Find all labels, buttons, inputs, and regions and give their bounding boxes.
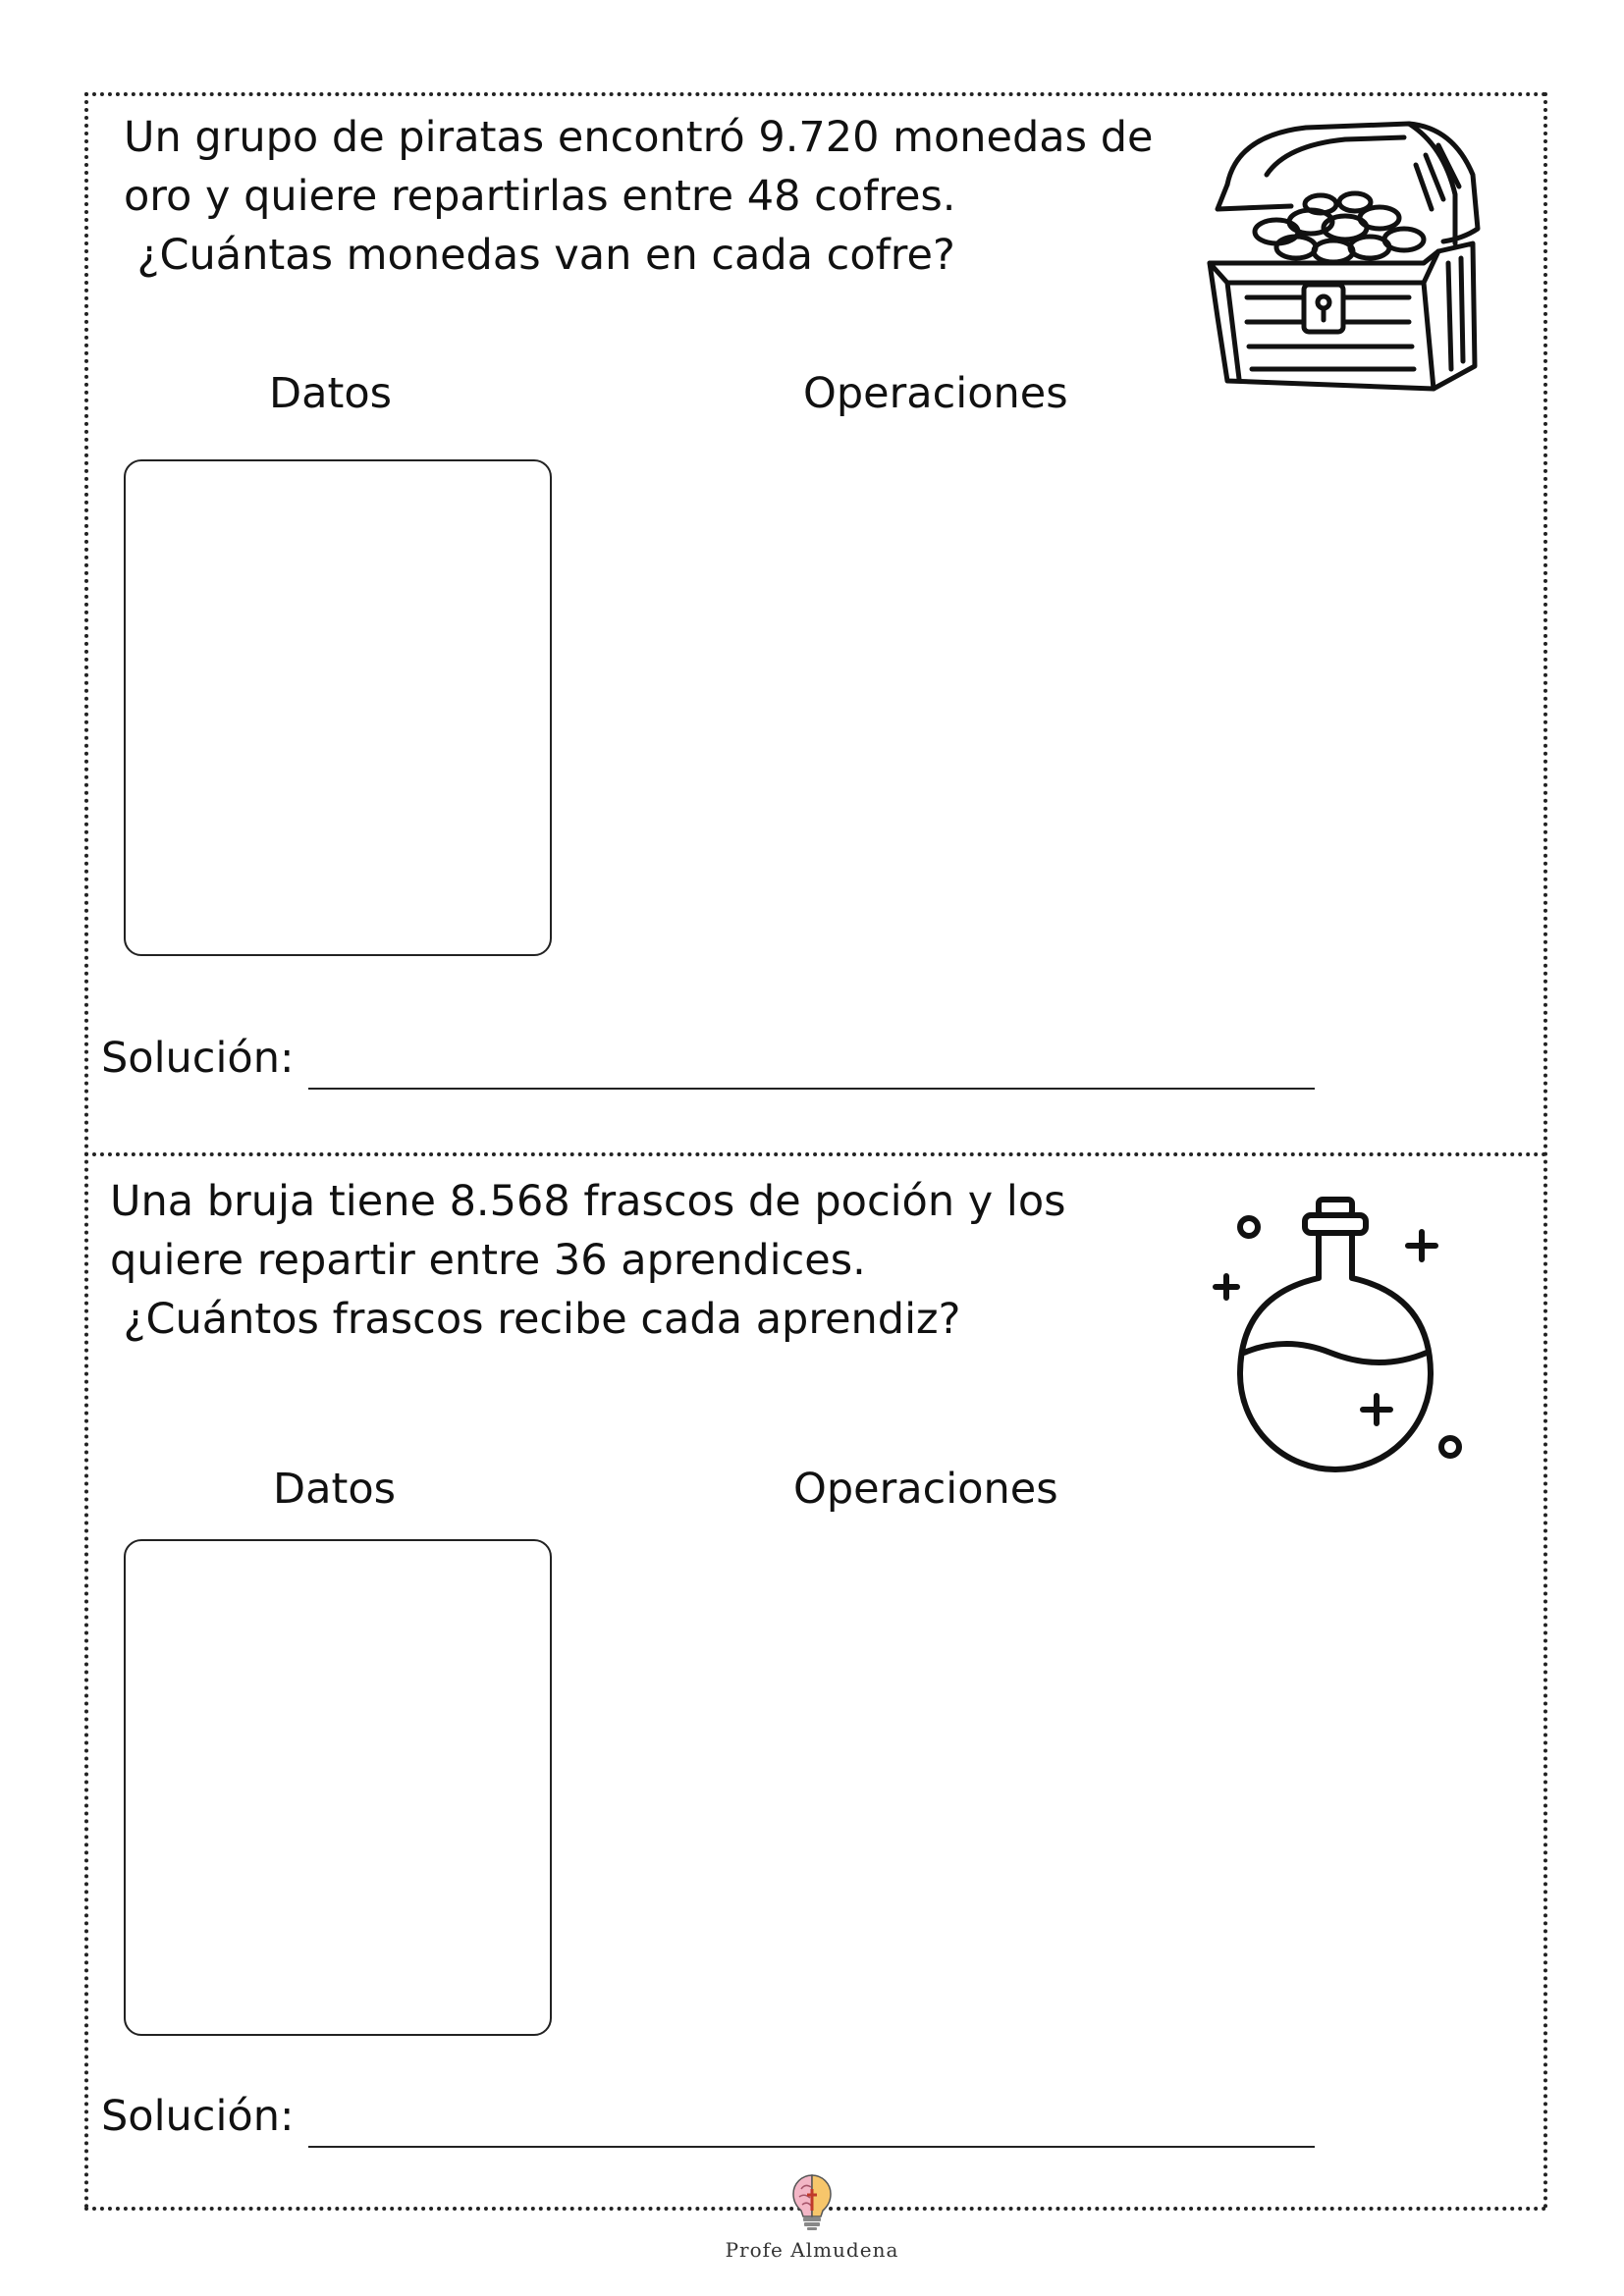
data-heading: Datos <box>269 369 393 418</box>
footer-brand: Profe Almudena <box>725 2238 899 2262</box>
potion-flask-icon <box>1193 1188 1488 1482</box>
operations-heading: Operaciones <box>793 1465 1058 1514</box>
problem-1-question: Un grupo de piratas encontró 9.720 monedas de oro y quiere repartirlas entre 48 cofres. ¿Cuántas monedas van en cada cofre? <box>124 113 1154 280</box>
solution-label: Solución: <box>101 2092 295 2141</box>
operations-heading: Operaciones <box>803 369 1068 418</box>
data-answer-box[interactable] <box>124 459 552 956</box>
solution-answer-line[interactable] <box>308 2146 1315 2148</box>
data-heading: Datos <box>273 1465 397 1514</box>
data-answer-box[interactable] <box>124 1539 552 2036</box>
solution-label: Solución: <box>101 1034 295 1083</box>
solution-answer-line[interactable] <box>308 1088 1315 1090</box>
section-divider <box>84 1152 1547 1156</box>
treasure-chest-icon <box>1198 116 1492 400</box>
problem-2-question: Una bruja tiene 8.568 frascos de poción y los quiere repartir entre 36 aprendices. ¿Cuántos frascos recibe cada aprendiz? <box>110 1177 1066 1344</box>
footer <box>714 2171 910 2262</box>
lightbulb-brain-logo <box>789 2171 835 2232</box>
